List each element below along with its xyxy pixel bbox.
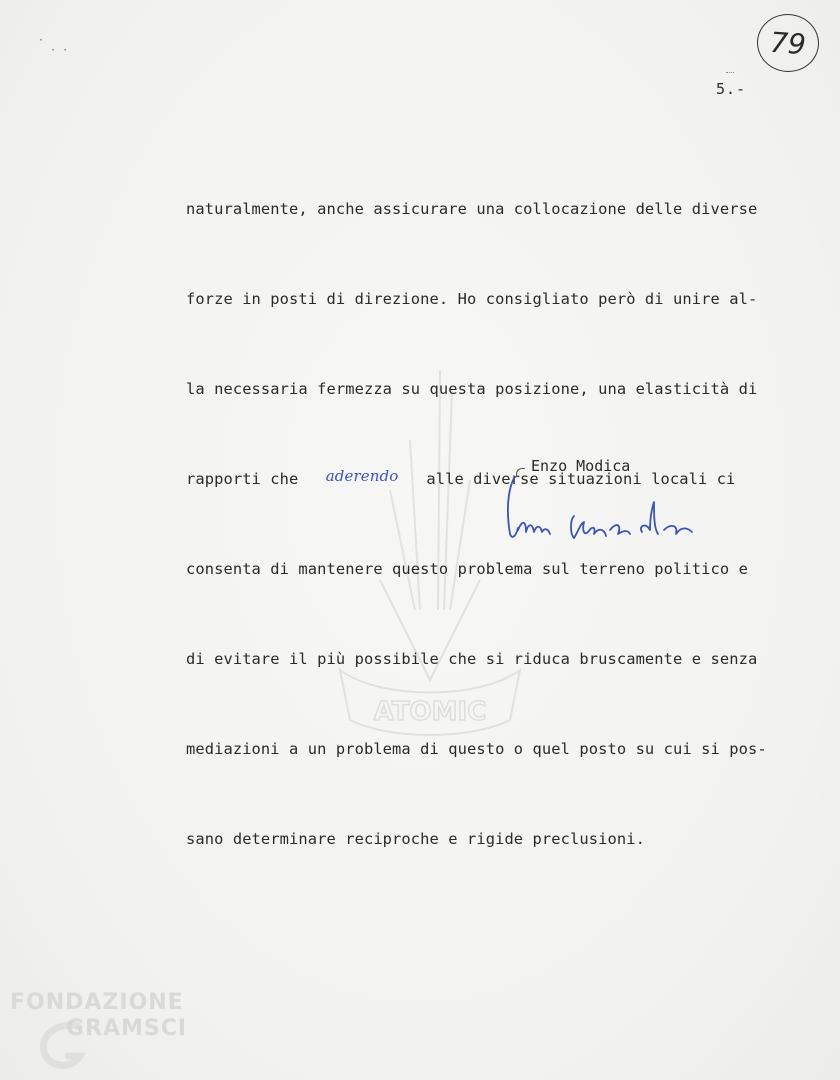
- letter-line: la necessaria fermezza su questa posizione, una elasticità di: [186, 380, 758, 398]
- letter-line: di evitare il più possibile che si riduca bruscamente e senza: [186, 650, 758, 668]
- foundation-logo-line: GRAMSCI: [66, 1016, 188, 1041]
- letter-line: consenta di mantenere questo problema sul terreno politico e: [186, 560, 748, 578]
- foundation-logo-line: FONDAZIONE: [10, 990, 184, 1015]
- typed-signature-name: Enzo Modica: [531, 457, 631, 475]
- foundation-g-mark: [8, 986, 218, 1076]
- page-number: 5.-: [716, 80, 747, 98]
- letter-line: naturalmente, anche assicurare una collocazione delle diverse: [186, 200, 758, 218]
- page-number-mark: [726, 72, 734, 75]
- archive-stamp-number: 79: [769, 25, 807, 61]
- watermark-emblem-text: ATOMIC: [373, 697, 487, 727]
- letter-line: forze in posti di direzione. Ho consigliato però di unire al-: [186, 290, 758, 308]
- archive-stamp: [755, 12, 821, 74]
- letter-line: mediazioni a un problema di questo o quel posto su cui si pos-: [186, 740, 767, 758]
- handwritten-signature: [500, 470, 710, 550]
- letter-line-end: alle diverse situazioni locali ci: [426, 470, 736, 488]
- handwritten-insert: aderendo: [325, 467, 399, 485]
- letter-line-start: rapporti che: [186, 470, 308, 488]
- paper-specks: · · ·: [38, 35, 69, 56]
- letter-line: sano determinare reciproche e rigide preclusioni.: [186, 830, 645, 848]
